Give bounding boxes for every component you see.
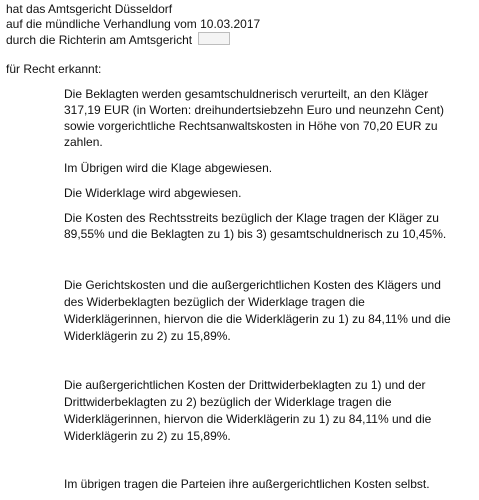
paragraph-1-line-3: sowie vorgerichtliche Rechtsanwaltskosten in Höhe von 70,20 EUR zu — [64, 119, 438, 133]
paragraph-4-line-2: 89,55% und die Beklagten zu 1) bis 3) gesamtschuldnerisch zu 10,45%. — [64, 227, 447, 241]
paragraph-6-line-4: Widerklägerin zu 2) zu 15,89%. — [64, 429, 231, 443]
paragraph-4-line-1: Die Kosten des Rechtsstreits bezüglich der Klage tragen der Kläger zu — [64, 211, 439, 225]
redacted-name-box — [198, 32, 230, 45]
paragraph-6-line-2: Drittwiderbeklagten zu 2) bezüglich der Widerklage tragen die — [64, 395, 392, 409]
judge-line-text: durch die Richterin am Amtsgericht — [6, 33, 193, 47]
paragraph-1-line-1: Die Beklagten werden gesamtschuldnerisch verurteilt, an den Kläger — [64, 87, 429, 101]
paragraph-3-line-1: Die Widerklage wird abgewiesen. — [64, 186, 242, 200]
paragraph-6-line-1: Die außergerichtlichen Kosten der Drittwiderbeklagten zu 1) und der — [64, 378, 426, 392]
paragraph-6-line-3: Widerklägerinnen, hiervon die Widerklägerin zu 1) zu 84,11% und die — [64, 412, 432, 426]
intro-court-line: hat das Amtsgericht Düsseldorf — [6, 2, 173, 16]
paragraph-7-line-1: Im übrigen tragen die Parteien ihre außergerichtlichen Kosten selbst. — [64, 477, 430, 491]
paragraph-5-line-1: Die Gerichtskosten und die außergerichtlichen Kosten des Klägers und — [64, 278, 441, 292]
intro-judge-line — [6, 32, 230, 48]
paragraph-5-line-4: Widerklägerin zu 2) zu 15,89%. — [64, 329, 231, 343]
intro-hearing-line: auf die mündliche Verhandlung vom 10.03.2017 — [6, 17, 261, 31]
paragraph-5-line-2: des Widerbeklagten bezüglich der Widerklage tragen die — [64, 295, 365, 309]
intro-verdict-line: für Recht erkannt: — [6, 62, 102, 76]
paragraph-1-line-2: 317,19 EUR (in Worten: dreihundertsiebzehn Euro und neunzehn Cent) — [64, 103, 445, 117]
paragraph-1-line-4: zahlen. — [64, 135, 103, 149]
paragraph-5-line-3: Widerklägerinnen, hiervon die die Widerklägerin zu 1) zu 84,11% und die — [64, 312, 451, 326]
paragraph-2-line-1: Im Übrigen wird die Klage abgewiesen. — [64, 161, 273, 175]
